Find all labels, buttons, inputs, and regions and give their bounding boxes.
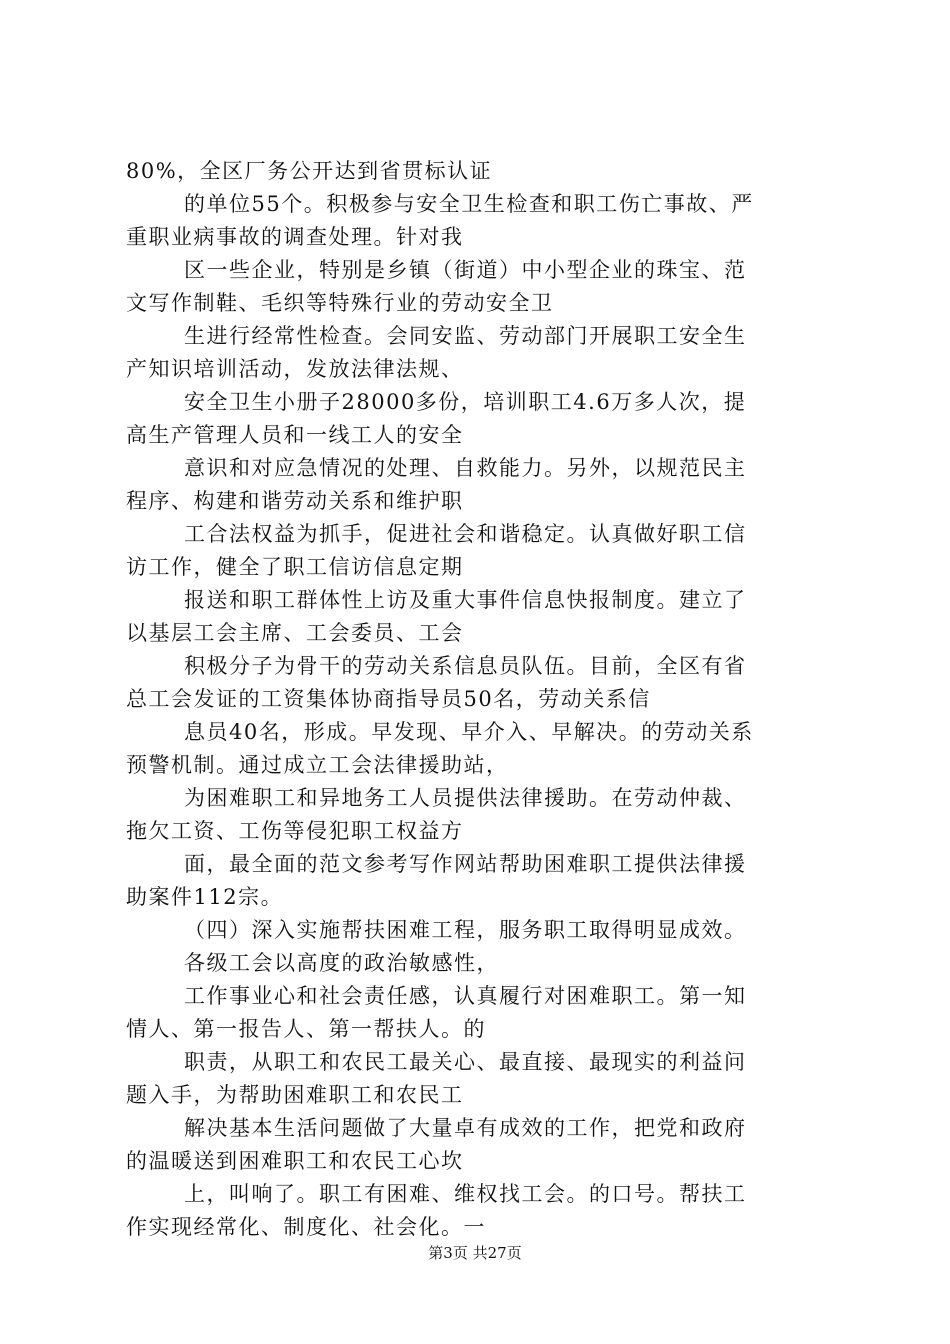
text-line: 重职业病事故的调查处理。针对我 [126, 225, 464, 249]
text-line: 文写作制鞋、毛织等特殊行业的劳动安全卫 [126, 291, 554, 315]
text-line: 各级工会以高度的政治敏感性， [184, 951, 499, 975]
text-line: 面，最全面的范文参考写作网站帮助困难职工提供法律援 [184, 852, 747, 876]
text-line: 预警机制。通过成立工会法律援助站， [126, 753, 509, 777]
text-line: 为困难职工和异地务工人员提供法律援助。在劳动仲裁、 [184, 786, 747, 810]
text-line: 情人、第一报告人、第一帮扶人。的 [126, 1017, 486, 1041]
text-line: 积极分子为骨干的劳动关系信息员队伍。目前，全区有省 [184, 654, 747, 678]
text-line: 息员40名，形成。早发现、早介入、早解决。的劳动关系 [184, 720, 754, 744]
text-line: 80%，全区厂务公开达到省贯标认证 [126, 159, 493, 183]
text-line: 生进行经常性检查。会同安监、劳动部门开展职工安全生 [184, 324, 747, 348]
text-line: 总工会发证的工资集体协商指导员50名，劳动关系信 [126, 687, 651, 711]
text-line: 题入手，为帮助困难职工和农民工 [126, 1083, 464, 1107]
body-text [126, 155, 846, 1244]
text-line: 工作事业心和社会责任感，认真履行对困难职工。第一知 [184, 984, 747, 1008]
text-line: 的单位55个。积极参与安全卫生检查和职工伤亡事故、严 [184, 192, 754, 216]
page-footer: 第3页 共27页 [428, 1244, 522, 1262]
text-line: 作实现经常化、制度化、社会化。一 [126, 1215, 486, 1239]
text-line: 安全卫生小册子28000多份，培训职工4.6万多人次，提 [184, 390, 747, 414]
text-line: 上，叫响了。职工有困难、维权找工会。的口号。帮扶工 [184, 1182, 747, 1206]
text-line: （四）深入实施帮扶困难工程，服务职工取得明显成效。 [184, 918, 747, 942]
text-line: 工合法权益为抓手，促进社会和谐稳定。认真做好职工信 [184, 522, 747, 546]
text-line: 高生产管理人员和一线工人的安全 [126, 423, 464, 447]
text-line: 解决基本生活问题做了大量卓有成效的工作，把党和政府 [184, 1116, 747, 1140]
text-line: 区一些企业，特别是乡镇（街道）中小型企业的珠宝、范 [184, 258, 747, 282]
text-line: 助案件112宗。 [126, 885, 284, 909]
text-line: 意识和对应急情况的处理、自救能力。另外，以规范民主 [184, 456, 747, 480]
text-line: 访工作，健全了职工信访信息定期 [126, 555, 464, 579]
text-line: 以基层工会主席、工会委员、工会 [126, 621, 464, 645]
text-line: 拖欠工资、工伤等侵犯职工权益方 [126, 819, 464, 843]
text-line: 程序、构建和谐劳动关系和维护职 [126, 489, 464, 513]
text-line: 职责，从职工和农民工最关心、最直接、最现实的利益问 [184, 1050, 747, 1074]
text-line: 产知识培训活动，发放法律法规、 [126, 357, 464, 381]
text-line: 的温暖送到困难职工和农民工心坎 [126, 1149, 464, 1173]
text-line: 报送和职工群体性上访及重大事件信息快报制度。建立了 [184, 588, 747, 612]
